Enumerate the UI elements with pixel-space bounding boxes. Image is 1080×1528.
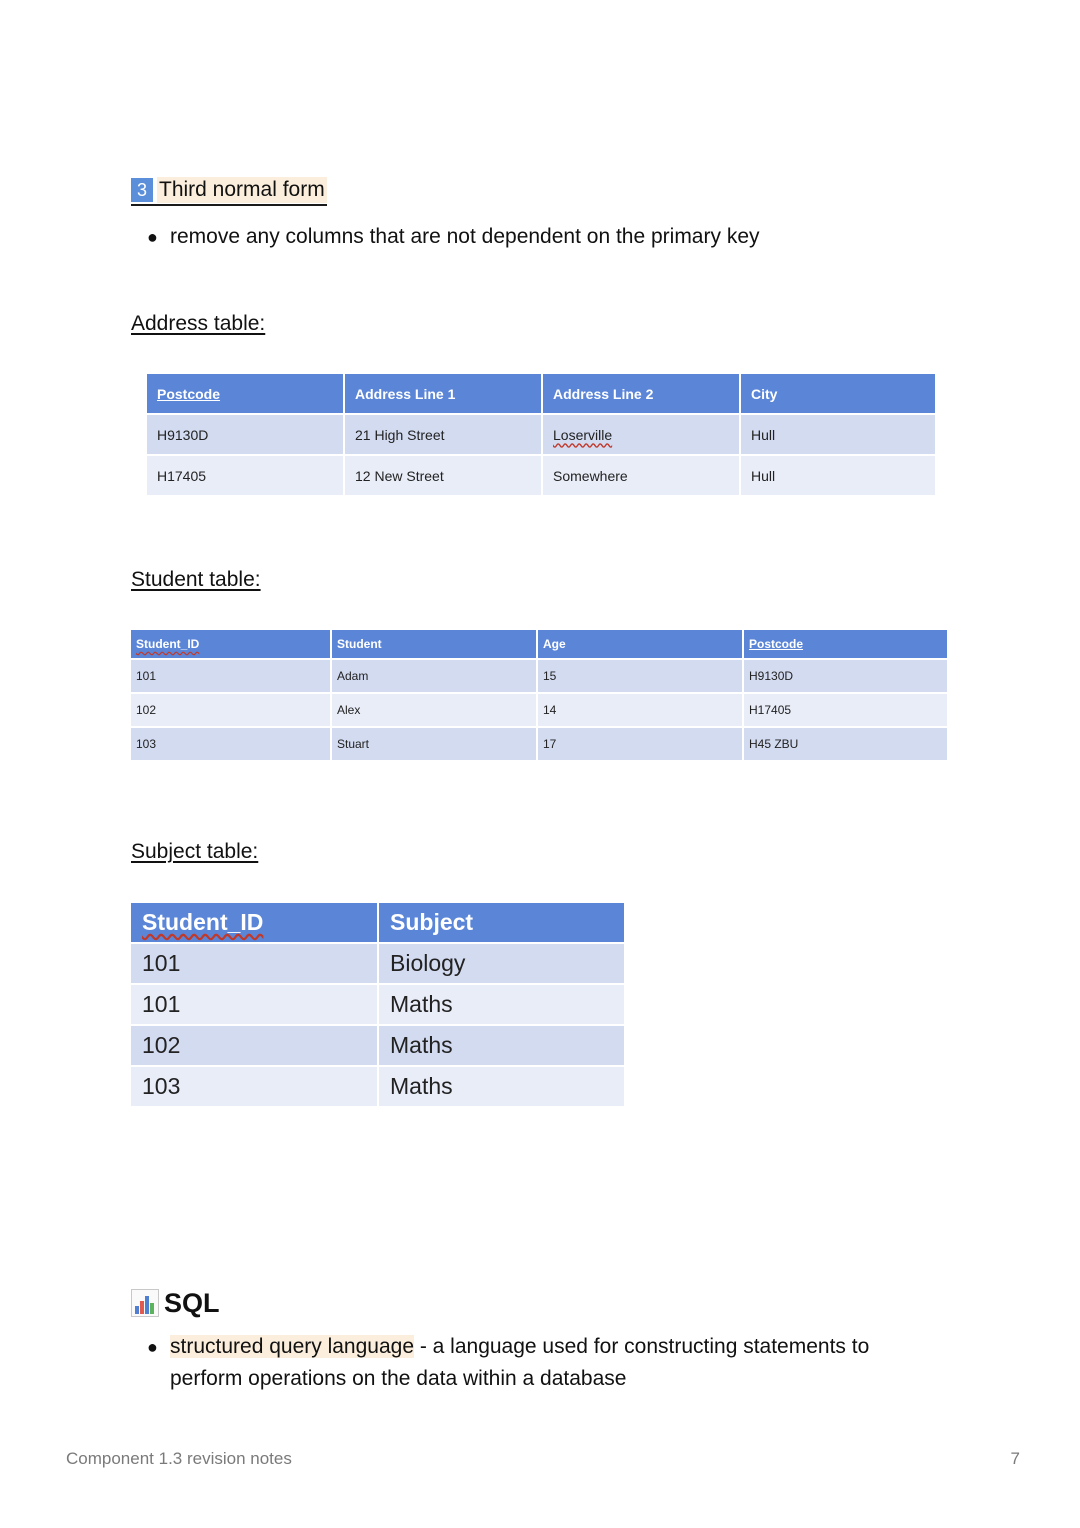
cell: Loserville (542, 414, 740, 455)
cell: H45 ZBU (743, 727, 947, 761)
address-table (147, 374, 935, 497)
header-student-id: Student_ID (131, 903, 378, 943)
cell: Maths (378, 984, 624, 1025)
cell: 103 (131, 1066, 378, 1107)
section-heading-3nf (131, 176, 327, 206)
cell: 17 (537, 727, 743, 761)
cell: H17405 (147, 455, 344, 496)
cell: 15 (537, 659, 743, 693)
subject-table-caption: Subject table: (131, 840, 259, 863)
cell: 103 (131, 727, 331, 761)
cell: 101 (131, 659, 331, 693)
cell: 101 (131, 984, 378, 1025)
number-3-badge-icon: 3 (131, 178, 153, 202)
table-row (131, 727, 947, 761)
table-row (147, 455, 935, 496)
bar-chart-icon (131, 1289, 159, 1317)
header-age: Age (537, 630, 743, 659)
cell: 102 (131, 1025, 378, 1066)
cell: Adam (331, 659, 537, 693)
cell: Biology (378, 943, 624, 984)
student-table (131, 630, 947, 762)
table-header-row (131, 630, 947, 659)
section-title: SQL (164, 1287, 220, 1318)
cell: Hull (740, 455, 935, 496)
section-heading-sql (131, 1285, 220, 1321)
cell: H17405 (743, 693, 947, 727)
table-row (131, 943, 624, 984)
table-row (131, 659, 947, 693)
header-student-id: Student_ID (131, 630, 331, 659)
table-row (131, 1066, 624, 1107)
table-header-row (147, 374, 935, 414)
cell: 12 New Street (344, 455, 542, 496)
cell: Hull (740, 414, 935, 455)
bullet-sql (147, 1331, 930, 1395)
section-title: Third normal form (159, 178, 325, 201)
header-postcode: Postcode (147, 374, 344, 414)
footer-text: Component 1.3 revision notes (66, 1449, 292, 1468)
table-row (131, 984, 624, 1025)
cell: Maths (378, 1025, 624, 1066)
cell: 101 (131, 943, 378, 984)
cell: Stuart (331, 727, 537, 761)
cell: Somewhere (542, 455, 740, 496)
definition-text: - a language used for constructing statements to (414, 1335, 870, 1358)
bullet-icon: ● (147, 227, 158, 247)
header-address-line-2: Address Line 2 (542, 374, 740, 414)
cell: H9130D (147, 414, 344, 455)
table-row (131, 1025, 624, 1066)
table-row (147, 414, 935, 455)
header-address-line-1: Address Line 1 (344, 374, 542, 414)
definition-text: perform operations on the data within a database (170, 1367, 627, 1390)
bullet-icon: ● (147, 1337, 158, 1357)
cell: H9130D (743, 659, 947, 693)
term-highlight: structured query language (170, 1335, 414, 1358)
cell: 14 (537, 693, 743, 727)
table-row (131, 693, 947, 727)
header-city: City (740, 374, 935, 414)
student-table-caption: Student table: (131, 568, 261, 591)
bullet-3nf (147, 221, 760, 253)
header-postcode: Postcode (743, 630, 947, 659)
header-subject: Subject (378, 903, 624, 943)
header-student: Student (331, 630, 537, 659)
cell: 21 High Street (344, 414, 542, 455)
bullet-text: remove any columns that are not dependent on the primary key (170, 225, 760, 248)
cell: Maths (378, 1066, 624, 1107)
address-table-caption: Address table: (131, 312, 266, 335)
table-header-row (131, 903, 624, 943)
page-number: 7 (1010, 1449, 1020, 1468)
subject-table (131, 903, 624, 1108)
cell: 102 (131, 693, 331, 727)
cell: Alex (331, 693, 537, 727)
